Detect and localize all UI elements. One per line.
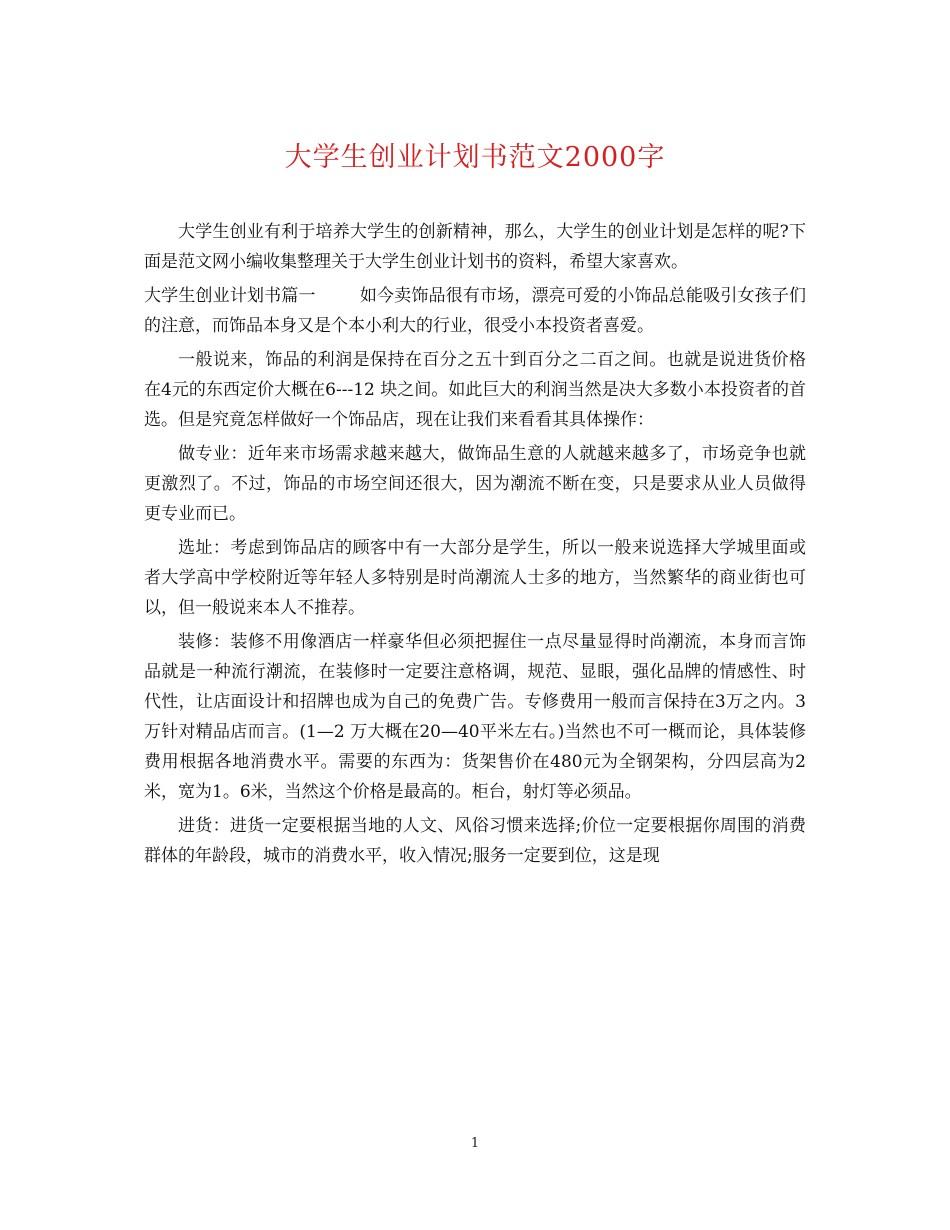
purchasing-paragraph: 进货：进货一定要根据当地的人文、风俗习惯来选择;价位一定要根据你周围的消费群体的年龄段，城市的消费水平，收入情况;服务一定要到位，这是现 [144, 816, 806, 866]
decoration-paragraph: 装修：装修不用像酒店一样豪华但必须把握住一点尽量显得时尚潮流，本身而言饰品就是一种流行潮流，在装修时一定要注意格调，规范、显眼，强化品牌的情感性、时代性，让店面设计和招牌也成为自己的免费广告。专修费用一般而言保持在3万之内。3万针对精品店而言。(1—2 万大概在20—40平米左右。)当然也不可一概而论，具体装修费用根据各地消费水平。需要的东西为：货架售价在480元为全钢架构，分四层高为2米，宽为1。6米，当然这个价格是最高的。柜台，射灯等必须品。 [144, 632, 806, 802]
section-heading: 大学生创业计划书篇一 [144, 286, 316, 306]
location-paragraph: 选址：考虑到饰品店的顾客中有一大部分是学生，所以一般来说选择大学城里面或者大学高中学校附近等年轻人多特别是时尚潮流人士多的地方，当然繁华的商业街也可以，但一般说来本人不推荐。 [144, 538, 806, 618]
document-body [144, 217, 806, 875]
section-first-text: 如今卖饰品很有市场，漂亮可爱的小饰品总能吸引女孩子们的注意，而饰品本身又是个本小利大的行业，很受小本投资者喜爱。 [144, 286, 807, 336]
profit-paragraph: 一般说来，饰品的利润是保持在百分之五十到百分之二百之间。也就是说进货价格在4元的东西定价大概在6---12 块之间。如此巨大的利润当然是决大多数小本投资者的首选。但是究竟怎样做好一个饰品店，现在让我们来看看其具体操作： [144, 350, 806, 430]
page-number: 1 [470, 1136, 480, 1151]
document-title: 大学生创业计划书范文2000字 [284, 142, 666, 173]
specialization-paragraph: 做专业：近年来市场需求越来越大，做饰品生意的人就越来越多了，市场竞争也就更激烈了。不过，饰品的市场空间还很大，因为潮流不断在变，只是要求从业人员做得更专业而已。 [144, 444, 806, 524]
section-paragraph [144, 281, 806, 341]
intro-paragraph: 大学生创业有利于培养大学生的创新精神，那么，大学生的创业计划是怎样的呢?下面是范文网小编收集整理关于大学生创业计划书的资料，希望大家喜欢。 [144, 222, 806, 272]
